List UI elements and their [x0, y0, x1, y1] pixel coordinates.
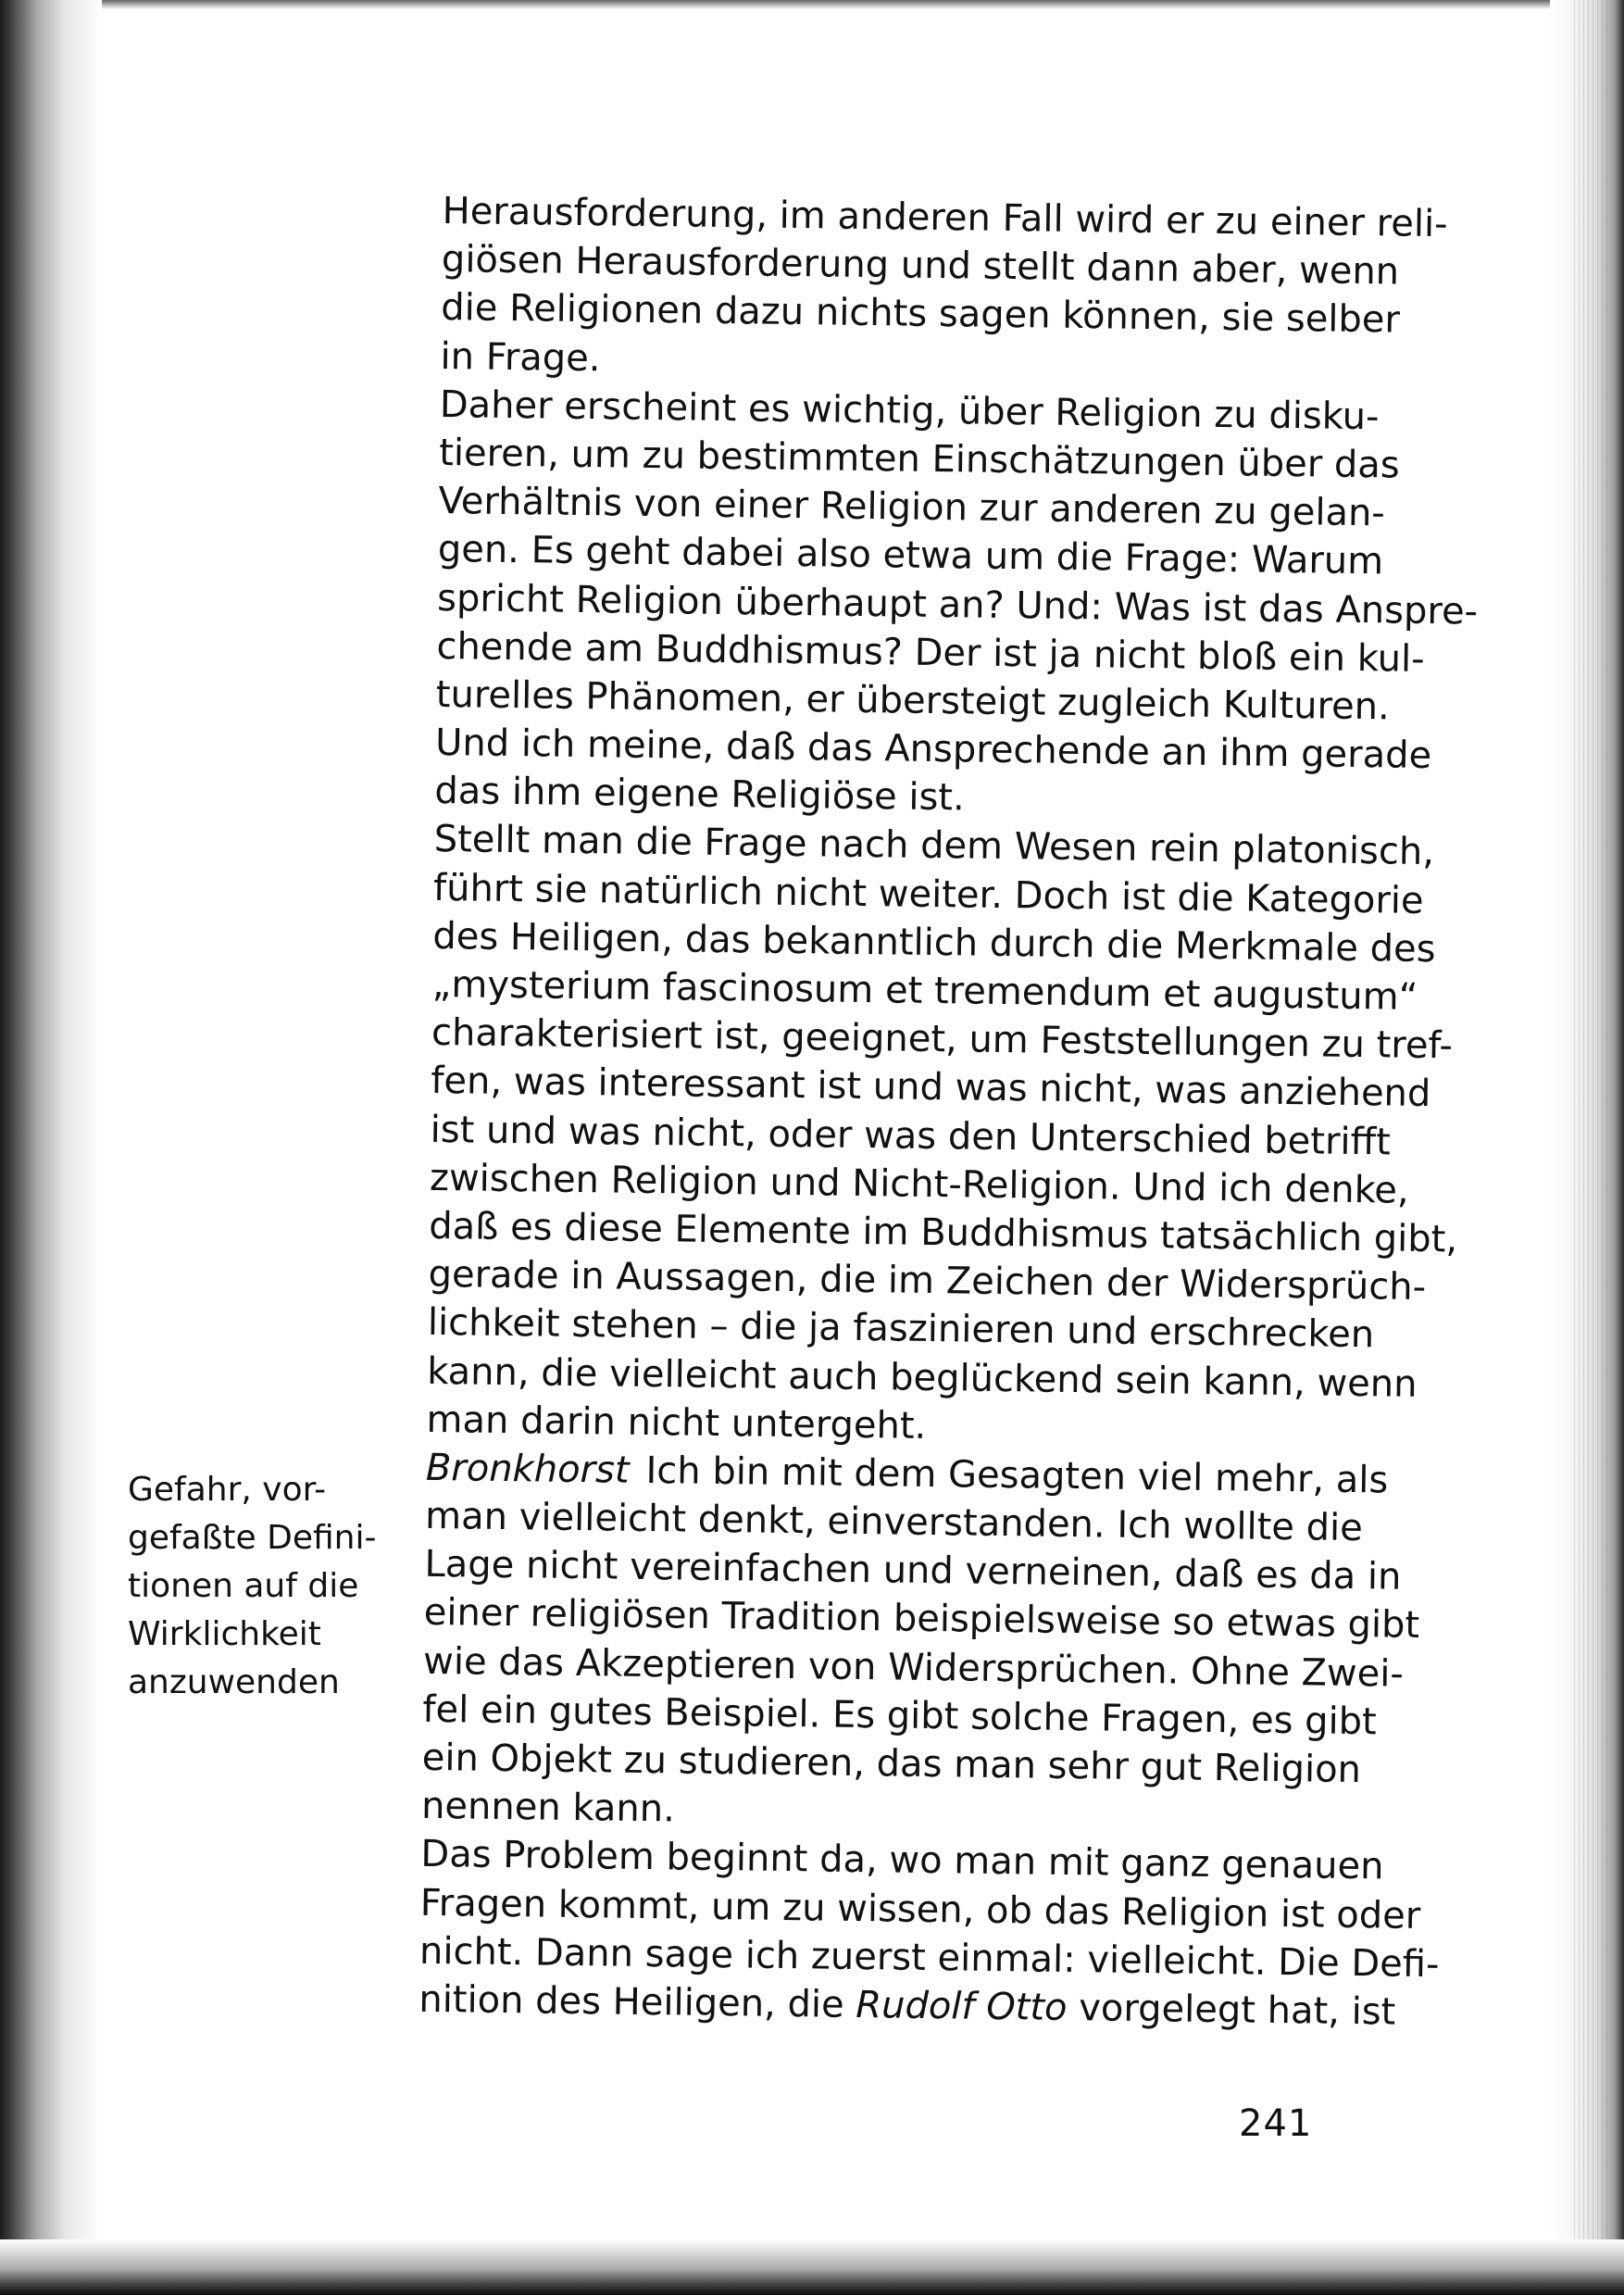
- speaker-line-text: Ich bin mit dem Gesagten viel mehr, als: [645, 1448, 1389, 1502]
- text-line: Das Problem beginnt da, wo man mit ganz genauen: [420, 1833, 1384, 1888]
- text-line: des Heiligen, das bekanntlich durch die Merkmale des: [432, 914, 1436, 971]
- text-line: spricht Religion überhaupt an? Und: Was ist das Anspre-: [436, 576, 1479, 633]
- text-line: in Frage.: [440, 334, 601, 380]
- text-line: ist und was nicht, oder was den Unterschied betrifft: [430, 1108, 1392, 1164]
- text-line: Fragen kommt, um zu wissen, ob das Religion ist oder: [419, 1881, 1421, 1938]
- page-number: 241: [1239, 2102, 1313, 2145]
- author-name-italic: Rudolf Otto: [856, 1983, 1068, 2029]
- text-line: „mysterium fascinosum et tremendum et augustum“: [431, 962, 1418, 1019]
- text-line: charakterisiert ist, geeignet, um Feststellungen zu tref-: [431, 1011, 1454, 1068]
- text-line: lichkeit stehen – die ja faszinieren und erschrecken: [427, 1301, 1375, 1357]
- text-line: man vielleicht denkt, einverstanden. Ich wollte die: [424, 1494, 1364, 1550]
- text-line: einer religiösen Tradition beispielsweise so etwas gibt: [423, 1591, 1420, 1648]
- margin-note-line: Wirklichkeit: [128, 1615, 321, 1653]
- text-fragment: nition des Heiligen, die: [418, 1977, 856, 2026]
- text-line: Und ich meine, daß das Ansprechende an ihm gerade: [434, 721, 1432, 778]
- body-text: [418, 187, 1479, 2036]
- text-line: Verhältnis von einer Religion zur anderen zu gelan-: [438, 480, 1386, 535]
- margin-note-line: Gefahr, vor-: [128, 1471, 327, 1509]
- text-line: ein Objekt zu studieren, das man sehr gut Religion: [421, 1736, 1362, 1792]
- margin-note-line: anzuwenden: [128, 1663, 340, 1701]
- text-line: kann, die vielleicht auch beglückend sein kann, wenn: [426, 1349, 1418, 1406]
- margin-note: [128, 1466, 387, 1707]
- text-fragment: vorgelegt hat, ist: [1067, 1986, 1396, 2034]
- text-line: man darin nicht untergeht.: [426, 1398, 927, 1448]
- text-line: Lage nicht vereinfachen und verneinen, daß es da in: [424, 1543, 1402, 1599]
- speaker-name: Bronkhorst: [425, 1446, 630, 1492]
- text-line: Herausforderung, im anderen Fall wird er zu einer reli-: [442, 189, 1448, 246]
- text-line: zwischen Religion und Nicht-Religion. Und ich denke,: [429, 1156, 1409, 1212]
- text-line: turelles Phänomen, er übersteigt zugleich Kulturen.: [435, 672, 1391, 729]
- text-line: die Religionen dazu nichts sagen können, sie selber: [440, 286, 1401, 342]
- text-line: fel ein gutes Beispiel. Es gibt solche Fragen, es gibt: [422, 1687, 1378, 1744]
- text-line: führt sie natürlich nicht weiter. Doch ist die Kategorie: [432, 866, 1424, 922]
- text-line: daß es diese Elemente im Buddhismus tatsächlich gibt,: [429, 1204, 1458, 1261]
- margin-note-line: gefaßte Defini-: [128, 1519, 377, 1557]
- text-line: gen. Es geht dabei also etwa um die Frage: Warum: [437, 528, 1384, 583]
- page-stack-lines: [1574, 0, 1611, 2295]
- scan-bottom-edge: [0, 2239, 1624, 2295]
- text-line: Stellt man die Frage nach dem Wesen rein platonisch,: [433, 818, 1435, 874]
- scan-top-edge: [0, 0, 1624, 9]
- binding-shadow: [0, 0, 102, 2295]
- text-line: giösen Herausforderung und stellt dann aber, wenn: [441, 238, 1400, 294]
- text-line: nicht. Dann sage ich zuerst einmal: vielleicht. Die Defi-: [418, 1929, 1440, 1987]
- text-line: Daher erscheint es wichtig, über Religion zu disku-: [439, 382, 1380, 439]
- text-line: das ihm eigene Religiöse ist.: [434, 770, 966, 820]
- text-line: tieren, um zu bestimmten Einschätzungen über das: [438, 431, 1400, 487]
- text-line: chende am Buddhismus? Der ist ja nicht bloß ein kul-: [436, 624, 1425, 681]
- text-line: gerade in Aussagen, die im Zeichen der Widersprüch-: [428, 1253, 1427, 1310]
- text-line: wie das Akzeptieren von Widersprüchen. Ohne Zwei-: [422, 1639, 1405, 1696]
- margin-note-line: tionen auf die: [128, 1567, 359, 1605]
- text-line: nennen kann.: [420, 1785, 676, 1831]
- text-line: fen, was interessant ist und was nicht, was anziehend: [431, 1060, 1431, 1116]
